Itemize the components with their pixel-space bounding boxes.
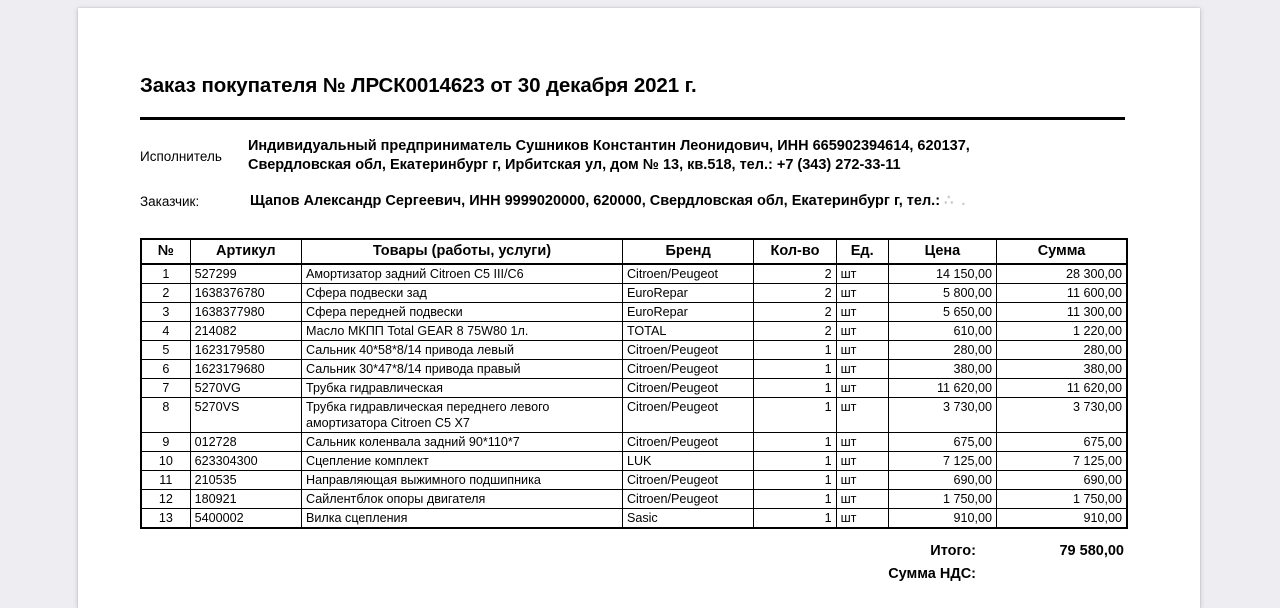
executor-line-2: Свердловская обл, Екатеринбург г, Ирбитская ул, дом № 13, кв.518, тел.: +7 (343) 272-33-11: [248, 157, 901, 173]
parties-block: [140, 137, 1125, 211]
cell-article: 5270VS: [190, 398, 301, 433]
cell-qty: 1: [754, 509, 836, 529]
items-table-body: [141, 264, 1127, 528]
cell-brand: EuroRepar: [622, 284, 753, 303]
cell-sum: 1 750,00: [997, 490, 1127, 509]
cell-brand: Citroen/Peugeot: [622, 360, 753, 379]
cell-article: 1623179680: [190, 360, 301, 379]
cell-unit: шт: [836, 471, 888, 490]
column-header-price: Цена: [888, 239, 996, 264]
cell-name: Сфера подвески зад: [301, 284, 622, 303]
customer-row: [140, 192, 1125, 211]
items-table: [140, 238, 1128, 529]
cell-qty: 2: [754, 322, 836, 341]
page-title: Заказ покупателя № ЛРСК0014623 от 30 декабря 2021 г.: [140, 74, 697, 97]
table-header-row: [141, 239, 1127, 264]
customer-text: Щапов Александр Сергеевич, ИНН 9999020000, 620000, Свердловская обл, Екатеринбург г, тел.:: [250, 193, 941, 209]
total-value: 79 580,00: [1059, 543, 1124, 559]
cell-sum: 280,00: [997, 341, 1127, 360]
cell-unit: шт: [836, 509, 888, 529]
column-header-qty: Кол-во: [754, 239, 836, 264]
cell-article: 623304300: [190, 452, 301, 471]
cell-brand: Sasic: [622, 509, 753, 529]
cell-num: 1: [141, 264, 190, 284]
cell-unit: шт: [836, 433, 888, 452]
customer-redacted-text: ∴ .: [944, 193, 968, 209]
cell-sum: 7 125,00: [997, 452, 1127, 471]
totals-block: [140, 543, 1128, 582]
cell-brand: Citroen/Peugeot: [622, 490, 753, 509]
cell-unit: шт: [836, 264, 888, 284]
executor-row: [140, 137, 1125, 175]
cell-qty: 2: [754, 284, 836, 303]
table-row: [141, 379, 1127, 398]
cell-sum: 380,00: [997, 360, 1127, 379]
table-row: [141, 322, 1127, 341]
column-header-num: №: [141, 239, 190, 264]
table-row: [141, 284, 1127, 303]
cell-name: Направляющая выжимного подшипника: [301, 471, 622, 490]
table-row: [141, 398, 1127, 433]
cell-article: 5270VG: [190, 379, 301, 398]
total-label: Итого:: [930, 543, 976, 559]
cell-sum: 910,00: [997, 509, 1127, 529]
cell-qty: 1: [754, 490, 836, 509]
cell-unit: шт: [836, 398, 888, 433]
cell-num: 11: [141, 471, 190, 490]
cell-price: 5 650,00: [888, 303, 996, 322]
cell-name: Амортизатор задний Citroen C5 III/C6: [301, 264, 622, 284]
customer-label: Заказчик:: [140, 194, 200, 209]
vat-row: [140, 566, 1128, 582]
column-header-brand: Бренд: [622, 239, 753, 264]
cell-article: 5400002: [190, 509, 301, 529]
customer-value: [248, 192, 967, 211]
cell-unit: шт: [836, 284, 888, 303]
cell-article: 180921: [190, 490, 301, 509]
cell-num: 9: [141, 433, 190, 452]
table-row: [141, 264, 1127, 284]
cell-name: Трубка гидравлическая переднего левого амортизатора Citroen C5 X7: [301, 398, 622, 433]
cell-name: Сфера передней подвески: [301, 303, 622, 322]
cell-num: 3: [141, 303, 190, 322]
cell-num: 13: [141, 509, 190, 529]
cell-brand: Citroen/Peugeot: [622, 341, 753, 360]
cell-price: 910,00: [888, 509, 996, 529]
cell-qty: 1: [754, 471, 836, 490]
cell-article: 1638376780: [190, 284, 301, 303]
cell-price: 1 750,00: [888, 490, 996, 509]
table-row: [141, 433, 1127, 452]
cell-price: 7 125,00: [888, 452, 996, 471]
cell-sum: 28 300,00: [997, 264, 1127, 284]
executor-label: Исполнитель: [140, 148, 222, 164]
cell-price: 11 620,00: [888, 379, 996, 398]
cell-num: 6: [141, 360, 190, 379]
cell-price: 280,00: [888, 341, 996, 360]
cell-article: 012728: [190, 433, 301, 452]
cell-sum: 675,00: [997, 433, 1127, 452]
cell-sum: 1 220,00: [997, 322, 1127, 341]
vat-label: Сумма НДС:: [888, 566, 976, 582]
cell-num: 2: [141, 284, 190, 303]
cell-price: 380,00: [888, 360, 996, 379]
cell-qty: 1: [754, 452, 836, 471]
cell-article: 1623179580: [190, 341, 301, 360]
cell-qty: 2: [754, 303, 836, 322]
cell-num: 10: [141, 452, 190, 471]
table-row: [141, 360, 1127, 379]
cell-qty: 1: [754, 379, 836, 398]
cell-unit: шт: [836, 303, 888, 322]
cell-sum: 11 300,00: [997, 303, 1127, 322]
cell-name: Сайлентблок опоры двигателя: [301, 490, 622, 509]
cell-qty: 1: [754, 341, 836, 360]
cell-num: 8: [141, 398, 190, 433]
cell-brand: Citroen/Peugeot: [622, 264, 753, 284]
cell-price: 610,00: [888, 322, 996, 341]
cell-brand: Citroen/Peugeot: [622, 398, 753, 433]
cell-qty: 1: [754, 398, 836, 433]
cell-article: 527299: [190, 264, 301, 284]
cell-unit: шт: [836, 341, 888, 360]
document-content: [140, 8, 1125, 589]
title-divider: [140, 117, 1125, 120]
cell-sum: 690,00: [997, 471, 1127, 490]
cell-price: 14 150,00: [888, 264, 996, 284]
cell-num: 7: [141, 379, 190, 398]
table-row: [141, 471, 1127, 490]
column-header-unit: Ед.: [836, 239, 888, 264]
cell-article: 214082: [190, 322, 301, 341]
cell-name: Вилка сцепления: [301, 509, 622, 529]
cell-article: 210535: [190, 471, 301, 490]
table-row: [141, 452, 1127, 471]
cell-name: Масло МКПП Total GEAR 8 75W80 1л.: [301, 322, 622, 341]
cell-brand: Citroen/Peugeot: [622, 471, 753, 490]
cell-brand: LUK: [622, 452, 753, 471]
cell-name: Сальник коленвала задний 90*110*7: [301, 433, 622, 452]
cell-unit: шт: [836, 452, 888, 471]
column-header-name: Товары (работы, услуги): [301, 239, 622, 264]
cell-qty: 2: [754, 264, 836, 284]
column-header-article: Артикул: [190, 239, 301, 264]
cell-sum: 3 730,00: [997, 398, 1127, 433]
cell-brand: Citroen/Peugeot: [622, 433, 753, 452]
cell-unit: шт: [836, 379, 888, 398]
cell-sum: 11 600,00: [997, 284, 1127, 303]
cell-price: 5 800,00: [888, 284, 996, 303]
document-page: [78, 8, 1200, 608]
cell-num: 5: [141, 341, 190, 360]
cell-price: 675,00: [888, 433, 996, 452]
executor-line-1: Индивидуальный предприниматель Сушников Константин Леонидович, ИНН 665902394614, 620137,: [248, 138, 970, 154]
cell-num: 4: [141, 322, 190, 341]
cell-qty: 1: [754, 360, 836, 379]
cell-brand: TOTAL: [622, 322, 753, 341]
cell-name: Сальник 30*47*8/14 привода правый: [301, 360, 622, 379]
cell-name: Сальник 40*58*8/14 привода левый: [301, 341, 622, 360]
cell-price: 3 730,00: [888, 398, 996, 433]
cell-sum: 11 620,00: [997, 379, 1127, 398]
table-row: [141, 341, 1127, 360]
table-row: [141, 303, 1127, 322]
cell-price: 690,00: [888, 471, 996, 490]
cell-unit: шт: [836, 490, 888, 509]
cell-brand: EuroRepar: [622, 303, 753, 322]
table-row: [141, 490, 1127, 509]
table-row: [141, 509, 1127, 529]
total-row: [140, 543, 1128, 559]
cell-name: Сцепление комплект: [301, 452, 622, 471]
executor-value: [248, 137, 970, 175]
cell-brand: Citroen/Peugeot: [622, 379, 753, 398]
cell-article: 1638377980: [190, 303, 301, 322]
cell-unit: шт: [836, 322, 888, 341]
cell-name: Трубка гидравлическая: [301, 379, 622, 398]
column-header-sum: Сумма: [997, 239, 1127, 264]
cell-qty: 1: [754, 433, 836, 452]
cell-unit: шт: [836, 360, 888, 379]
customer-line-1: [250, 192, 967, 211]
cell-num: 12: [141, 490, 190, 509]
